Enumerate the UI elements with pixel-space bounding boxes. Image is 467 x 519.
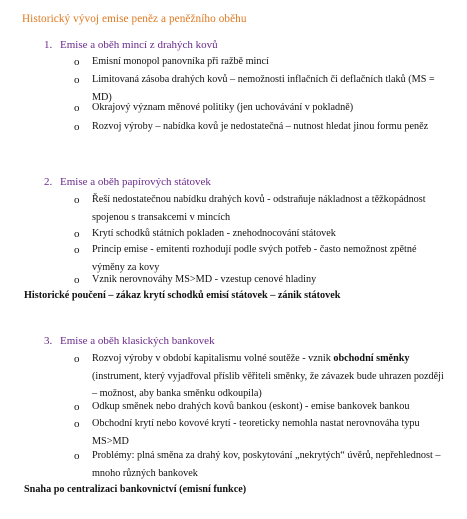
bullet-marker: o: [74, 121, 80, 133]
section-1-number: 1.: [44, 39, 53, 51]
bullet-marker: o: [74, 450, 80, 462]
section-1-item-2: Limitovaná zásoba drahých kovů – nemožnosti inflačních či deflačních tlaků (MS = MD): [92, 74, 435, 103]
bullet-marker: o: [74, 353, 80, 365]
bullet-marker: o: [74, 228, 80, 240]
note-centralization: Snaha po centralizaci bankovnictví (emisní funkce): [24, 484, 247, 495]
section-3-item-1: [92, 350, 444, 403]
section-2-item-2: Krytí schodků státních pokladen - znehodnocování státovek: [92, 228, 336, 239]
section-3-item-4: Problémy: plná směna za drahý kov, poskytování „nekrytých“ úvěrů, nepřehlednost – mnoho různých bankovek: [92, 450, 441, 479]
section-2-item-1: Řeší nedostatečnou nabídku drahých kovů - odstraňuje nákladnost a těžkopádnost spojenou s transakcemi v mincích: [92, 194, 426, 223]
document-title: Historický vývoj emise peněz a peněžního oběhu: [22, 13, 247, 25]
bullet-marker: o: [74, 418, 80, 430]
bullet-marker: o: [74, 102, 80, 114]
bullet-marker: o: [74, 194, 80, 206]
item-text: (instrument, který vyjadřoval příslib věřiteli směnky, že závazek bude uhrazen později – možnost, aby banka směnku odkoupila): [92, 370, 444, 399]
bullet-marker: o: [74, 244, 80, 256]
section-3-item-3: Obchodní krytí nebo kovové krytí - teoreticky nemohla nastat nerovnováha typu MS>MD: [92, 418, 420, 447]
section-3-heading: [44, 335, 215, 347]
bullet-marker: o: [74, 74, 80, 86]
bullet-marker: o: [74, 401, 80, 413]
bullet-marker: o: [74, 56, 80, 68]
section-2-heading: [44, 176, 211, 188]
section-3-number: 3.: [44, 335, 53, 347]
bullet-marker: o: [74, 274, 80, 286]
item-text: Rozvoj výroby v období kapitalismu volné soutěže - vznik: [92, 353, 334, 364]
section-1-heading: [44, 39, 218, 51]
section-2-item-3: Princip emise - emitenti rozhodují podle svých potřeb - často nemožnost zpětné výměny za kovy: [92, 244, 417, 273]
section-3-item-2: Odkup směnek nebo drahých kovů bankou (eskont) - emise bankovek bankou: [92, 401, 410, 412]
section-2-title: Emise a oběh papírových státovek: [60, 176, 211, 188]
section-2-number: 2.: [44, 176, 53, 188]
section-1-item-4: Rozvoj výroby – nabídka kovů je nedostatečná – nutnost hledat jinou formu peněz: [92, 121, 429, 132]
section-2-item-4: Vznik nerovnováhy MS>MD - vzestup cenové hladiny: [92, 274, 317, 285]
section-1-title: Emise a oběh mincí z drahých kovů: [60, 39, 218, 51]
note-historical-lesson: Historické poučení – zákaz krytí schodků emisí státovek – zánik státovek: [24, 290, 341, 301]
bold-term: obchodní směnky: [333, 353, 410, 364]
section-1-item-3: Okrajový význam měnové politiky (jen uchovávání v pokladně): [92, 102, 354, 113]
section-3-title: Emise a oběh klasických bankovek: [60, 335, 215, 347]
section-1-item-1: Emisní monopol panovníka při ražbě mincí: [92, 56, 269, 67]
